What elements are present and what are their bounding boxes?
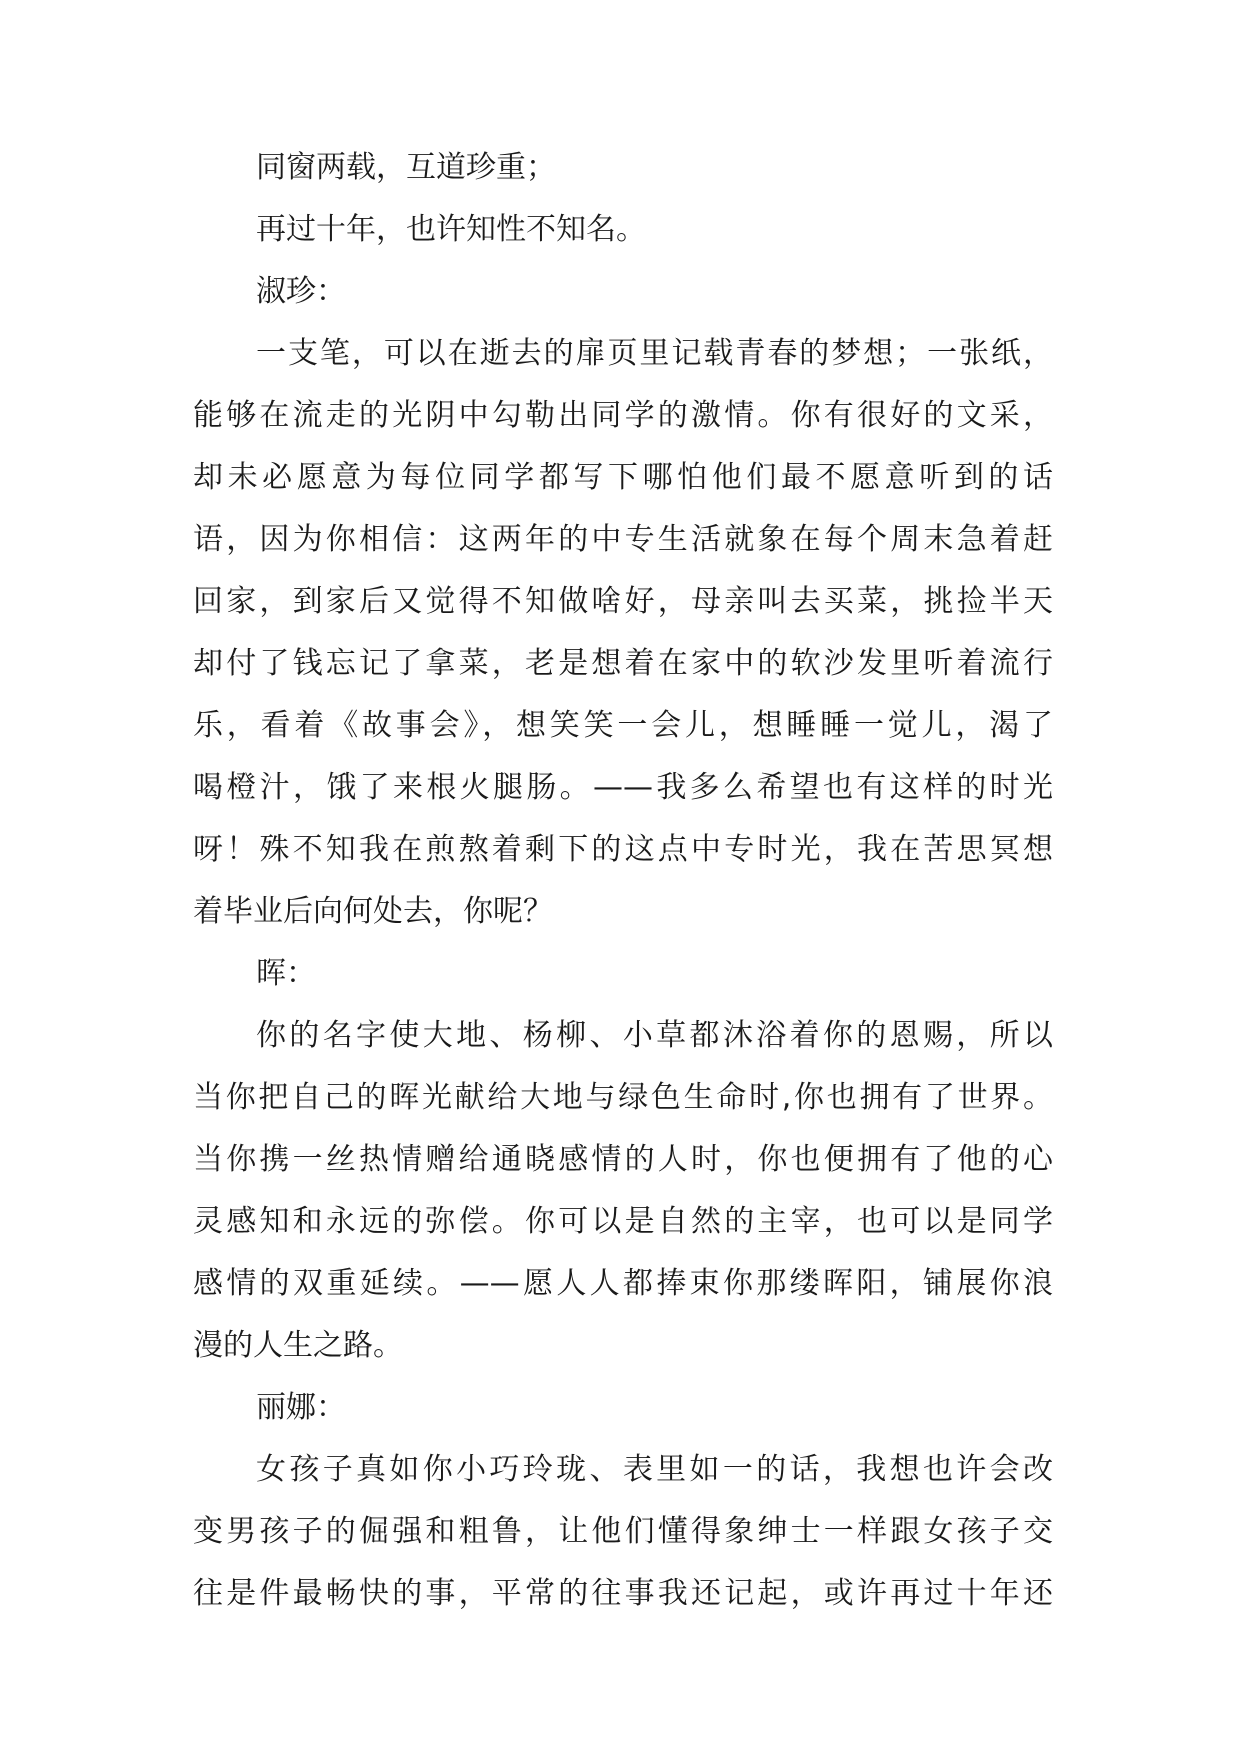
text-line: 灵感知和永远的弥偿。你可以是自然的主宰，也可以是同学 — [193, 1204, 1053, 1239]
text-line: 当你携一丝热情赠给通晓感情的人时，你也便拥有了他的心 — [193, 1142, 1053, 1177]
text-line: 回家，到家后又觉得不知做啥好，母亲叫去买菜，挑捡半天 — [193, 584, 1053, 619]
text-line: 漫的人生之路。 — [193, 1328, 403, 1363]
text-line: 乐，看着《故事会》，想笑笑一会儿，想睡睡一觉儿，渴了 — [193, 708, 1053, 743]
text-line: 你的名字使大地、杨柳、小草都沐浴着你的恩赐，所以 — [256, 1018, 1053, 1053]
text-line: 着毕业后向何处去，你呢？ — [193, 894, 553, 929]
text-line: 喝橙汁，饿了来根火腿肠。——我多么希望也有这样的时光 — [193, 770, 1053, 805]
text-line: 往是件最畅快的事，平常的往事我还记起，或许再过十年还 — [193, 1576, 1053, 1611]
salutation: 晖： — [256, 956, 316, 991]
text-line: 一支笔，可以在逝去的扉页里记载青春的梦想；一张纸， — [256, 336, 1053, 371]
text-line: 却付了钱忘记了拿菜，老是想着在家中的软沙发里听着流行 — [193, 646, 1053, 681]
text-line: 能够在流走的光阴中勾勒出同学的激情。你有很好的文采， — [193, 398, 1053, 433]
text-line: 呀！殊不知我在煎熬着剩下的这点中专时光，我在苦思冥想 — [193, 832, 1053, 867]
salutation: 淑珍： — [256, 274, 346, 309]
text-line: 语，因为你相信：这两年的中专生活就象在每个周末急着赶 — [193, 522, 1053, 557]
text-line: 却未必愿意为每位同学都写下哪怕他们最不愿意听到的话 — [193, 460, 1053, 495]
text-line: 再过十年，也许知性不知名。 — [256, 212, 646, 247]
salutation: 丽娜： — [256, 1390, 346, 1425]
text-line: 变男孩子的倔强和粗鲁，让他们懂得象绅士一样跟女孩子交 — [193, 1514, 1053, 1549]
text-line: 同窗两载，互道珍重； — [256, 150, 556, 185]
text-line: 女孩子真如你小巧玲珑、表里如一的话，我想也许会改 — [256, 1452, 1053, 1487]
text-line: 感情的双重延续。——愿人人都捧束你那缕晖阳，铺展你浪 — [193, 1266, 1053, 1301]
text-line: 当你把自己的晖光献给大地与绿色生命时,你也拥有了世界。 — [193, 1080, 1053, 1115]
